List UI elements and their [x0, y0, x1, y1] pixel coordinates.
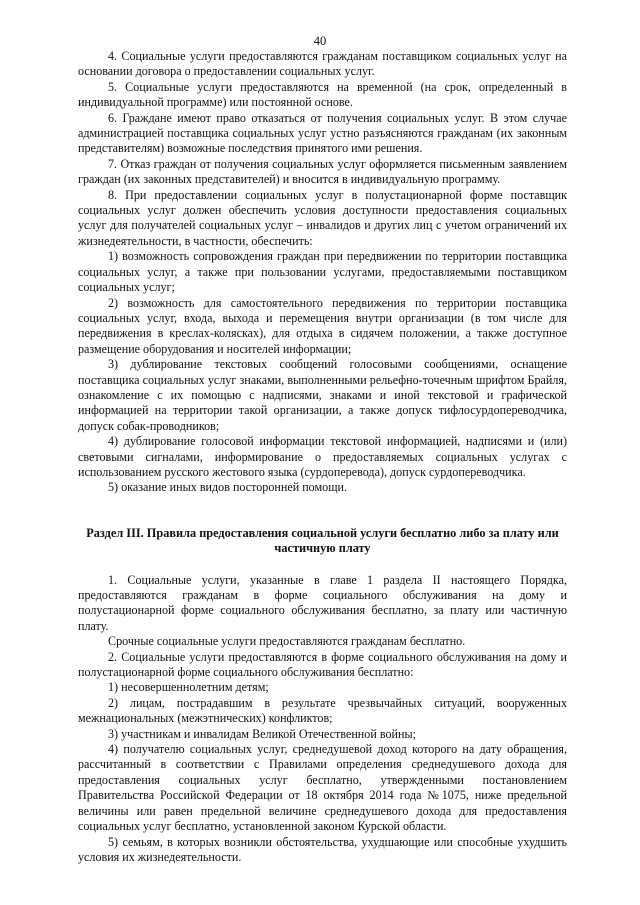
section3-paragraph-1: 1. Социальные услуги, указанные в главе 1 раздела II настоящего Порядка, предоставляются гражданам в форме социального обслуживания на дому и полустационарной форме социального обслуживания бесплатно, за плату или частичную плату. — [78, 572, 567, 633]
page-number: 40 — [313, 34, 327, 48]
free-category-1: 1) несовершеннолетним детям; — [108, 680, 269, 695]
paragraph-6-refusal-right: 6. Граждане имеют право отказаться от получения социальных услуг. В этом случае администрацией поставщика социальных услуг устно разъясняются гражданам (их законным представителям) возможные последствия принятого ими решения. — [78, 110, 567, 156]
paragraph-7-refusal-form: 7. Отказ граждан от получения социальных услуг оформляется письменным заявлением граждан (их законных представителей) и вносится в индивидуальную программу. — [78, 156, 567, 187]
accessibility-item-3: 3) дублирование текстовых сообщений голосовыми сообщениями, оснащение поставщика социальных услуг знаками, выполненными рельефно-точечным шрифтом Брайля, ознакомление с их помощью с надписями, знаками и иной текстовой и графической информацией на территории такой организации, а также допуск тифлосурдопереводчика, допуск собак-проводников; — [78, 357, 567, 433]
paragraph-8-accessibility: 8. При предоставлении социальных услуг в полустационарной форме поставщик социальных услуг должен обеспечить условия доступности предоставления социальных услуг для получателей социальных услуг – инвалидов и других лиц с учетом ограничений их жизнедеятельности, в частности, обеспечить: — [78, 187, 567, 248]
free-category-4: 4) получателю социальных услуг, среднедушевой доход которого на дату обращения, рассчитанный в соответствии с Правилами определения среднедушевого дохода для предоставления социальных услуг бесплатно, утвержденными постановлением Правительства Российской Федерации от 18 октября 2014 года №1075, ниже предельной величины или равен предельной величине среднедушевого дохода для предоставления социальных услуг бесплатно, установленной законом Курской области. — [78, 742, 567, 834]
section-title: Раздел III. Правила предоставления социальной услуги бесплатно либо за плату или частичную плату — [86, 525, 559, 556]
section3-urgent-services: Срочные социальные услуги предоставляются гражданам бесплатно. — [108, 634, 466, 649]
free-category-2: 2) лицам, пострадавшим в результате чрезвычайных ситуаций, вооруженных межнациональных (межэтнических) конфликтов; — [78, 695, 567, 726]
accessibility-item-2: 2) возможность для самостоятельного передвижения по территории поставщика социальных услуг, входа, выхода и перемещения внутри организации (в том числе для передвижения в креслах-колясках), для отдыха в сидячем положении, а также доступное размещение оборудования и носителей информации; — [78, 295, 567, 356]
accessibility-item-4: 4) дублирование голосовой информации текстовой информацией, надписями и (или) световыми сигналами, информирование о предоставляемых социальных услугах с использованием русского жестового языка (сурдоперевода), допуск сурдопереводчика. — [78, 434, 567, 479]
free-category-5: 5) семьям, в которых возникли обстоятельства, ухудшающие или способные ухудшить условия их жизнедеятельности. — [78, 834, 567, 864]
page-content — [78, 49, 567, 865]
paragraph-4-contract: 4. Социальные услуги предоставляются гражданам поставщиком социальных услуг на основании договора о предоставлении социальных услуг. — [78, 49, 567, 79]
title-spacer — [78, 557, 567, 573]
paragraph-5-basis: 5. Социальные услуги предоставляются на временной (на срок, определенный в индивидуальной программе) или постоянной основе. — [78, 79, 567, 110]
section-spacer — [78, 496, 567, 526]
accessibility-item-5: 5) оказание иных видов посторонней помощи. — [108, 480, 347, 495]
free-category-3: 3) участникам и инвалидам Великой Отечественной войны; — [108, 726, 416, 741]
section3-paragraph-2: 2. Социальные услуги предоставляются в форме социального обслуживания на дому и полустационарной форме социального обслуживания бесплатно: — [78, 649, 567, 680]
accessibility-item-1: 1) возможность сопровождения граждан при передвижении по территории поставщика социальных услуг, а также при пользовании услугами, предоставляемыми поставщиком социальных услуг; — [78, 249, 567, 295]
